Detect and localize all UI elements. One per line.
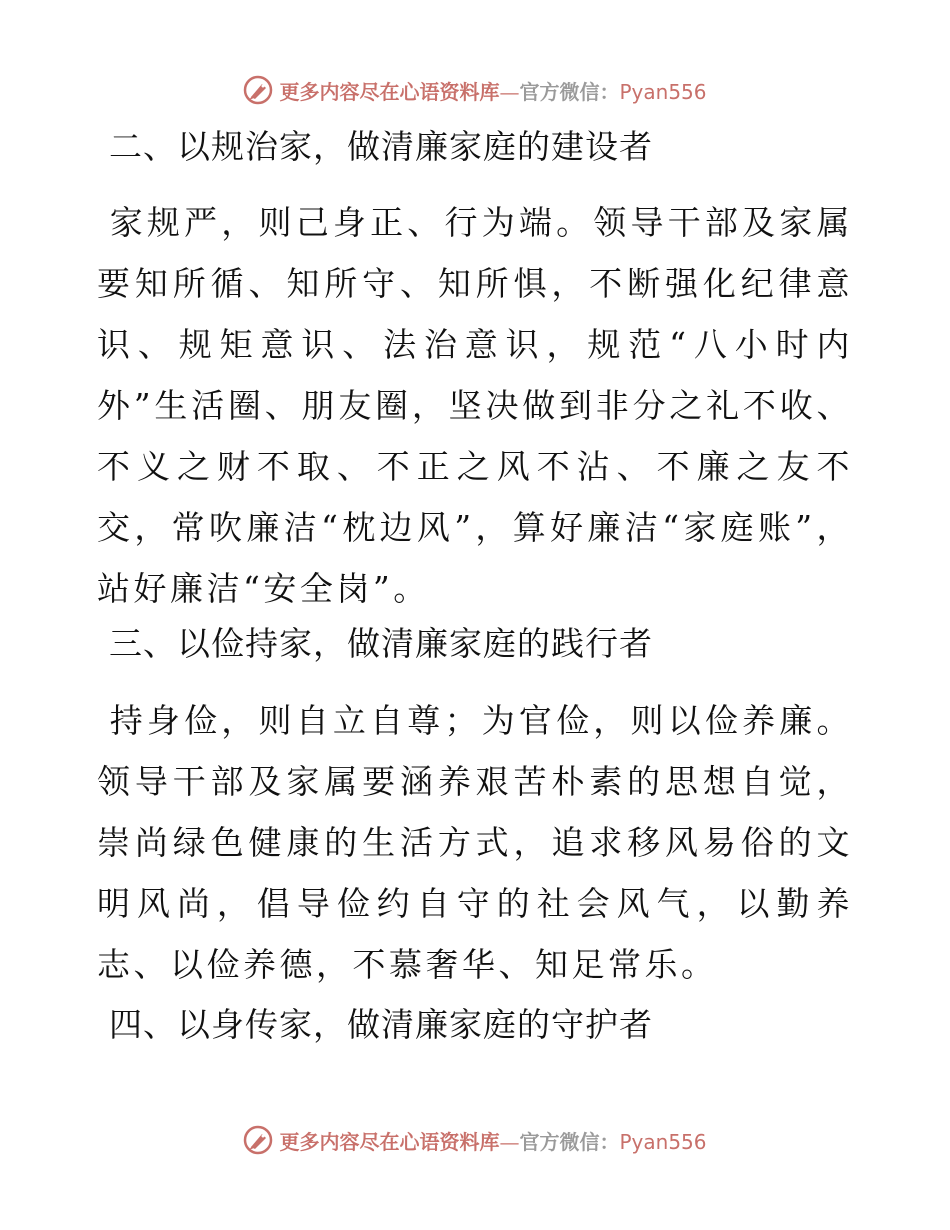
pen-nib-logo-icon xyxy=(243,1125,273,1155)
paragraph-text: 持身俭，则自立自尊；为官俭，则以俭养廉。领导干部及家属要涵养艰苦朴素的思想自觉，崇尚绿色健康的生活方式，追求移风易俗的文明风尚，倡导俭约自守的社会风气，以勤养志、以俭养德，不慕奢华、知足常乐。 xyxy=(97,701,853,984)
section-heading: 二、以规治家，做清廉家庭的建设者 xyxy=(109,127,653,166)
watermark-text xyxy=(279,76,706,105)
watermark-label: 官方微信： xyxy=(519,1129,620,1154)
watermark-label: 官方微信： xyxy=(519,79,620,104)
watermark-dash: — xyxy=(499,79,520,104)
watermark-main: 更多内容尽在心语资料库 xyxy=(279,1129,500,1154)
watermark-text xyxy=(279,1126,706,1155)
watermark-dash: — xyxy=(499,1129,520,1154)
footer-watermark xyxy=(0,1120,950,1160)
section-paragraph xyxy=(97,690,853,995)
paragraph-text: 家规严，则己身正、行为端。领导干部及家属要知所循、知所守、知所惧，不断强化纪律意识、规矩意识、法治意识，规范“八小时内外”生活圈、朋友圈，坚决做到非分之礼不收、不义之财不取、不正之风不沾、不廉之友不交，常吹廉洁“枕边风”，算好廉洁“家庭账”，站好廉洁“安全岗”。 xyxy=(97,203,853,608)
section-heading: 四、以身传家，做清廉家庭的守护者 xyxy=(109,1005,653,1044)
section-heading: 三、以俭持家，做清廉家庭的践行者 xyxy=(109,624,653,663)
watermark-id: Pyan556 xyxy=(619,1129,707,1154)
header-watermark xyxy=(0,70,950,110)
section-paragraph xyxy=(97,192,853,619)
watermark-main: 更多内容尽在心语资料库 xyxy=(279,79,500,104)
pen-nib-logo-icon xyxy=(243,75,273,105)
watermark-id: Pyan556 xyxy=(619,79,707,104)
